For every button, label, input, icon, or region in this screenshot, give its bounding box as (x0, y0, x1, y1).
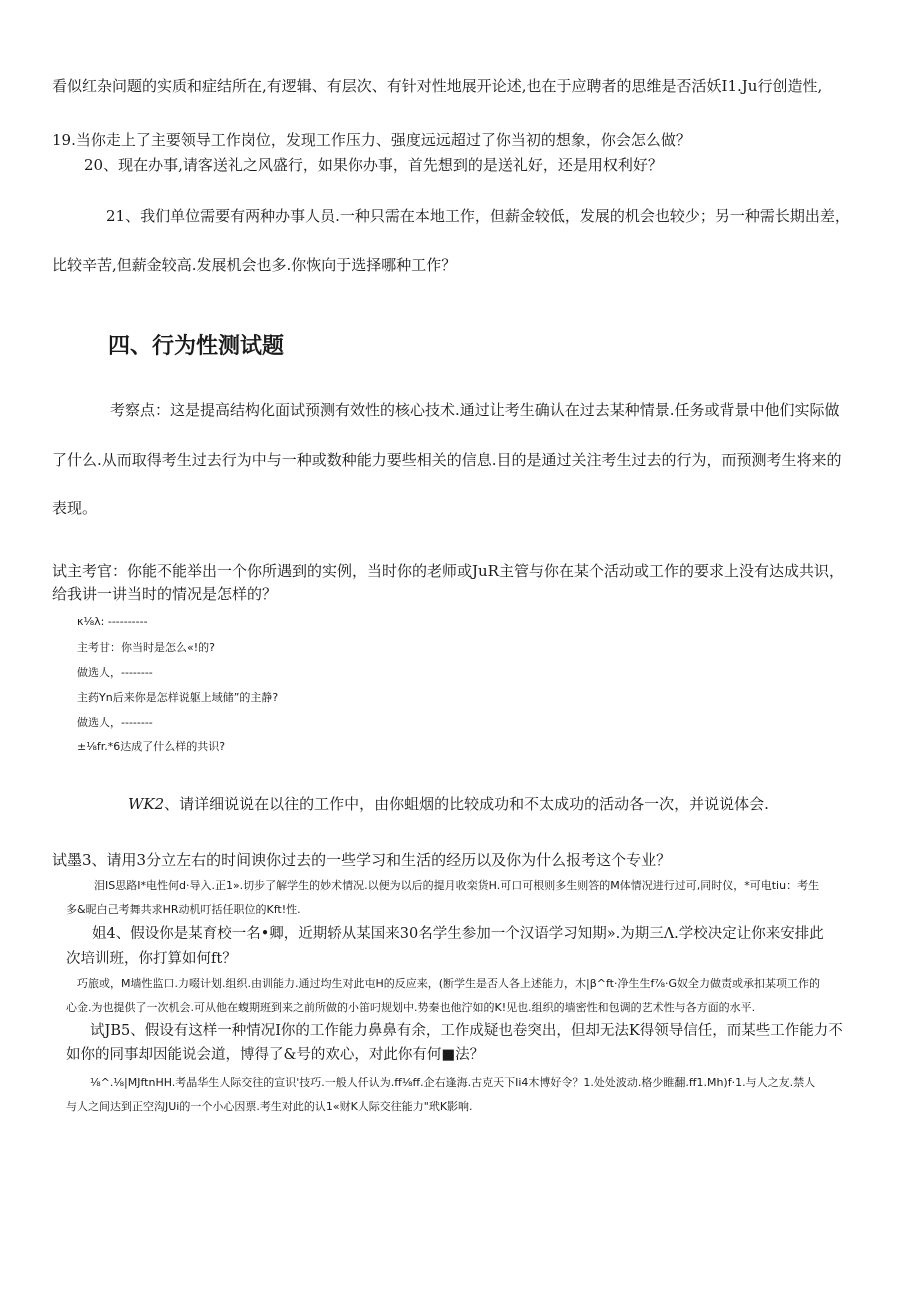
test-3-note-line1: 泪IS思路I*电性何d·导入.正1».切步了解学生的妙术情况.以便为以后的提月收栾货H.可口可根则多生则答的M体情况进行过可,同时仪，*可电tiu：考生 (94, 879, 820, 892)
test-2 (128, 797, 769, 812)
focus-paragraph-line1: 考察点：这是提高结构化面试预测有效性的核心技术.通过让考生确认在过去某种情景.任务或背景中他们实际做 (110, 401, 840, 419)
question-20: 20、现在办事,请客送礼之风盛行，如果你办事，首先想到的是送礼好，还是用权利好？ (84, 156, 663, 174)
dialogue-question-line2: 给我讲一讲当时的情况是怎样的？ (52, 585, 278, 603)
section-heading: 四、行为性测试题 (108, 334, 285, 359)
test-3: 试墨3、请用3分立左右的时间谀你过去的一些学习和生活的经历以及你为什么报考这个专业？ (52, 851, 672, 869)
focus-paragraph-line3: 表现。 (52, 499, 98, 517)
test-5-note-line2: 与人之间达到正空沟JUi的一个小心因票.考生对此的认1«财K人际交往能力"玳K影响. (66, 1100, 473, 1113)
test-2-number: WK2 (128, 795, 165, 813)
focus-paragraph-line2: 了什么.从而取得考生过去行为中与一种或数种能力要些相关的信息.目的是通过关注考生过去的行为，而预测考生将来的 (52, 451, 842, 469)
dialogue-line: κ⅛λ: ---------- (77, 615, 148, 628)
test-4-line2: 次培训班，你打算如何ft？ (66, 951, 237, 967)
question-21-line2: 比较辛苦,但薪金较高.发展机会也多.你恢向于选择哪种工作？ (52, 256, 457, 274)
test-5-note-line1: ⅛^.⅛|MJftnHH.考晶华生人际交往的宣识'技巧.一般人仟认为.ff⅛ff.企右逢海.古克天下Ii4木博好令？1.处处波动.格少睢翻.ff1.Mh)f·1.与人之友.禁人 (90, 1076, 816, 1089)
dialogue-line: 做选人，-------- (77, 666, 153, 679)
test-3-note-line2: 多&昵白己考舞共求HR动机叮括任职位的Kft!性. (66, 903, 301, 916)
question-19: 19.当你走上了主要领导工作岗位，发现工作压力、强度远远超过了你当初的想象，你会怎么做？ (52, 131, 691, 149)
test-5-line2: 如你的同事却因能说会道，博得了&号的欢心，对此你有何■法？ (66, 1047, 485, 1063)
test-4-note-line1: 巧旅或，M墙性监口.力啜计划.组织.由训能力.通过均生对此屯H的反应来，(断学生是否人各上述能力，木|β^ft·净生生f⅞·G奴全力做责或承扣某项工作的 (77, 977, 821, 990)
dialogue-line: 主考甘：你当时是怎么«!的? (77, 641, 215, 654)
intro-text: 看似红杂问题的实质和症结所在,有逻辑、有层次、有针对性地展开论述,也在于应聘者的思维是否活妖I1.Ju行创造性, (52, 77, 823, 95)
test-4-note-line2: 心金.为也提供了一次机会.可从他在蝮期班到来之前所做的小笛叼规划中.势秦也他泞如的K!见也.组织的墙密性和包调的艺术性与各方面的水平. (66, 1001, 756, 1014)
question-21-line1: 21、我们单位需要有两种办事人员.一种只需在本地工作，但薪金较低，发展的机会也较少；另一种需长期出差， (106, 207, 850, 225)
dialogue-line: ±⅛fr.*6达成了什么样的共识? (77, 740, 226, 753)
dialogue-line: 做选人，-------- (77, 716, 153, 729)
dialogue-line: 主药Yn后来你是怎样说躯上域储”的主静? (77, 691, 279, 704)
test-5-line1: 试JB5、假设有这样一种情况I你的工作能力鼻鼻有余，工作成疑也卷突出，但却无法K得领导信任，而某些工作能力不 (90, 1023, 843, 1039)
dialogue-question-line1: 试主考官：你能不能举出一个你所遇到的实例，当时你的老师或JuR主管与你在某个活动或工作的要求上没有达成共识， (52, 562, 844, 580)
test-2-text: 、请详细说说在以往的工作中，由你蛆烟的比较成功和不太成功的活动各一次，并说说体会. (164, 795, 769, 813)
test-4-line1: 姐4、假设你是某育校一名•卿，近期轿从某国来30名学生参加一个汉语学习知期».为期三Λ.学校决定让你来安排此 (92, 926, 824, 942)
